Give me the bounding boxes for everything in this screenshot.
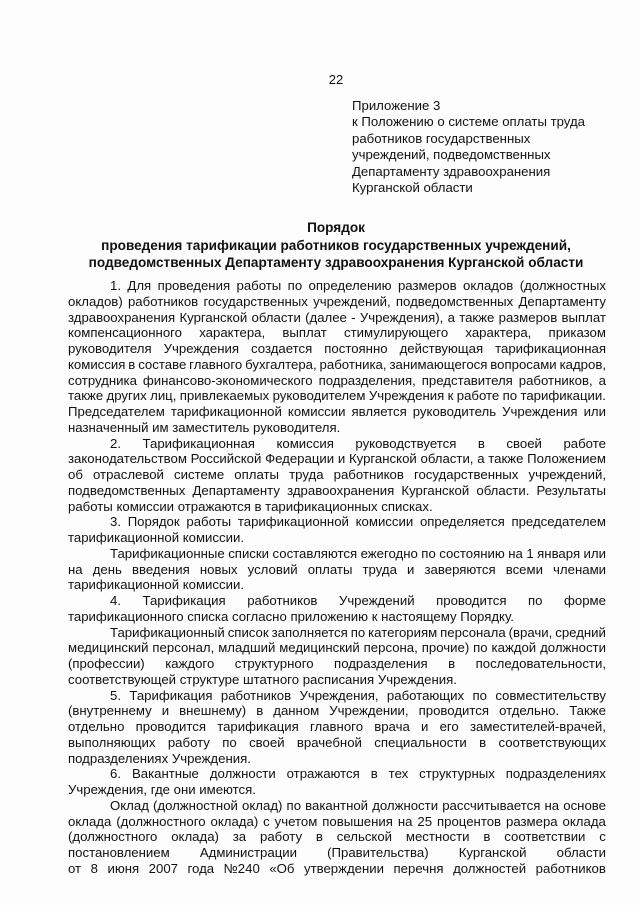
body-word: работника,	[319, 356, 387, 372]
body-line: Учреждения, где они имеются.	[68, 782, 256, 797]
page-number: 22	[328, 72, 344, 87]
body-word: а	[447, 309, 455, 325]
body-word: на	[508, 545, 523, 561]
title-line: Порядок	[307, 220, 365, 235]
body-word: работающих	[386, 687, 465, 703]
body-word: составляются	[272, 545, 358, 561]
body-word: его	[439, 719, 459, 734]
body-word: новых	[199, 561, 238, 577]
body-word: тарификации.	[520, 388, 606, 404]
body-word: каждого	[165, 656, 215, 671]
body-line: подразделениях Учреждения.	[68, 750, 251, 766]
body-line	[68, 688, 606, 704]
body-word: а	[477, 451, 485, 467]
body-line	[68, 656, 606, 672]
body-word: области,	[420, 451, 474, 467]
body-word: каждой	[491, 640, 537, 656]
body-word: медицинский	[68, 640, 149, 656]
body-word: также	[459, 309, 495, 325]
body-word: а	[598, 372, 606, 388]
body-word: оклад)	[242, 797, 283, 813]
body-word: работников	[220, 687, 292, 703]
body-word: по	[502, 388, 518, 404]
body-word: подразделениях	[505, 766, 606, 782]
body-word: сельской	[336, 829, 393, 845]
body-word: подразделения	[334, 656, 428, 671]
body-line	[68, 625, 606, 641]
body-word: Департаменту	[518, 293, 606, 309]
body-word: персонал,	[152, 640, 215, 656]
body-word: или	[583, 545, 606, 561]
body-word: Учреждения	[368, 388, 445, 404]
body-word: Результаты	[536, 482, 606, 498]
body-word: по	[528, 593, 543, 608]
body-word: персонала	[440, 624, 506, 640]
body-word: государственных	[203, 293, 308, 309]
body-word: Вакантные	[131, 766, 199, 782]
body-word: работников	[333, 467, 404, 482]
body-word: внешнему)	[179, 703, 247, 719]
body-word: на	[397, 813, 413, 829]
document-body	[68, 278, 606, 877]
body-line	[68, 814, 606, 830]
body-word: является	[351, 404, 407, 419]
body-word: 3.	[110, 514, 121, 530]
title-line: проведения тарификации работников государственных учреждений,	[101, 237, 571, 253]
body-word: руководитель	[412, 404, 497, 419]
body-line: тарификационной комиссии.	[68, 530, 244, 545]
body-word: сотрудника	[68, 372, 137, 388]
body-word: списки	[228, 545, 270, 561]
body-word: вакантной	[305, 797, 369, 813]
body-word: характера,	[199, 325, 266, 341]
body-word: заполняется	[271, 624, 348, 640]
body-word: в	[370, 766, 378, 782]
body-word: Учреждения	[163, 341, 240, 356]
body-word: и	[421, 719, 429, 734]
body-word: Учреждений	[338, 593, 415, 608]
body-word: Курганской	[458, 845, 527, 860]
title-line: подведомственных Департаменту здравоохранения Курганской области	[88, 255, 584, 271]
body-word: выполняющих	[68, 734, 156, 750]
body-word: по	[421, 545, 436, 561]
body-word: проведения	[157, 278, 231, 293]
appendix-line: к Положению о системе оплаты труда	[352, 114, 585, 130]
body-word: за	[232, 829, 247, 845]
body-word: последовательности,	[475, 656, 606, 671]
body-word: Положением	[527, 451, 606, 467]
body-word: стимулирующего	[344, 325, 449, 341]
body-word: тарификация	[217, 719, 299, 734]
body-word: работе	[456, 388, 500, 404]
body-word: Федерации	[265, 451, 335, 467]
body-word: 1.	[110, 278, 121, 293]
body-word: составе	[138, 356, 187, 372]
body-line	[68, 388, 606, 404]
body-word: по	[286, 797, 302, 813]
body-line	[68, 735, 606, 751]
body-word: Также	[569, 703, 606, 719]
body-word: на	[68, 561, 83, 577]
body-word: (должностных	[519, 278, 606, 293]
body-word: работы	[236, 278, 282, 293]
body-word: Администрации	[199, 845, 297, 860]
body-word: отдельно	[68, 719, 125, 734]
body-word: к	[447, 388, 454, 404]
body-word: Учреждения	[502, 404, 578, 419]
body-word: с	[599, 829, 606, 845]
body-word: тарификационной	[170, 404, 282, 419]
body-word: об	[68, 467, 83, 482]
body-word: список	[227, 624, 269, 640]
body-word: Курганской	[348, 451, 417, 467]
body-word: Курганской	[401, 482, 470, 498]
body-word: (Правительства)	[327, 845, 429, 860]
body-word: проводится	[135, 719, 207, 734]
body-word: Для	[127, 278, 152, 293]
body-word: определению	[308, 278, 392, 293]
body-word: проводится	[418, 703, 490, 719]
body-word: руководителем	[272, 388, 366, 404]
body-word: Российской	[190, 451, 262, 467]
body-word: структурных	[419, 766, 495, 782]
body-line	[68, 357, 606, 373]
body-word: работников	[247, 593, 318, 608]
body-line	[68, 467, 606, 483]
body-word: в	[477, 435, 485, 451]
appendix-line: Департаменту здравоохранения	[352, 163, 551, 179]
body-line	[68, 341, 606, 357]
body-word: средний	[555, 624, 606, 640]
body-word: врача	[374, 719, 410, 734]
body-word: проводится	[436, 593, 507, 608]
body-word: структурного	[234, 656, 314, 671]
body-word: бухгалтера,	[245, 356, 317, 372]
body-word: по	[350, 624, 366, 640]
body-word: и	[407, 561, 415, 577]
body-line	[68, 325, 606, 341]
body-word: комиссия	[68, 356, 126, 372]
body-word: в	[479, 734, 487, 750]
body-line	[68, 703, 606, 719]
body-word: (далее	[305, 309, 347, 325]
body-word: и	[161, 703, 170, 719]
body-word: учетом	[274, 813, 318, 829]
body-word: в	[448, 656, 456, 671]
body-word: размера	[505, 813, 558, 829]
body-word: работы	[186, 514, 232, 530]
body-word: должности	[540, 640, 606, 656]
body-word: постановлением	[68, 845, 170, 860]
body-word: тарификационная	[495, 341, 606, 356]
body-word: 6.	[110, 766, 121, 782]
body-word: приказом	[548, 325, 606, 341]
body-word: Порядок	[127, 514, 180, 530]
body-word: учреждений,	[528, 467, 606, 482]
body-word: года	[187, 860, 215, 876]
body-word: (внутреннему	[68, 703, 152, 719]
body-word: главного	[189, 356, 243, 372]
body-word: подведомственных	[395, 293, 514, 309]
body-word: местности	[405, 829, 470, 845]
body-word: здравоохранения	[287, 482, 395, 498]
body-word: работу	[260, 829, 303, 845]
body-word: специальности	[374, 734, 467, 750]
body-word: оплаты	[307, 561, 353, 577]
document-title	[60, 219, 612, 272]
body-word: главного	[310, 719, 364, 734]
body-word: представителя	[421, 372, 513, 388]
body-word: занимающегося	[389, 356, 488, 372]
body-word: выплат	[561, 309, 606, 325]
body-word: постоянно	[324, 341, 388, 356]
body-word: Департаменту	[192, 482, 280, 498]
body-word: «Об	[269, 860, 295, 876]
body-word: комиссии	[355, 514, 414, 530]
body-word: других	[106, 388, 147, 404]
body-word: выплат	[282, 325, 327, 341]
appendix-line: Курганской области	[352, 180, 473, 196]
body-line	[68, 483, 606, 499]
body-word: всеми	[505, 561, 543, 577]
body-word: Тарификационный	[110, 624, 225, 640]
body-word: по	[222, 734, 237, 750]
body-line	[68, 766, 606, 782]
body-word: работников	[535, 860, 606, 876]
body-word: 5.	[110, 687, 121, 703]
body-word: также	[68, 388, 104, 404]
body-line	[68, 593, 606, 609]
body-word: или	[583, 404, 606, 419]
body-line	[68, 562, 606, 578]
body-word: комиссия	[276, 435, 334, 451]
body-line	[68, 861, 606, 877]
body-word: оклада	[562, 813, 606, 829]
body-word: Тарификация	[129, 687, 213, 703]
body-word: оклада)	[210, 813, 259, 829]
body-word: 25	[417, 813, 433, 829]
body-word: в	[256, 703, 264, 719]
body-word: прочие)	[421, 640, 470, 656]
body-word: оклада	[68, 813, 112, 829]
body-word: по	[473, 640, 488, 656]
body-word: должностей	[453, 860, 527, 876]
body-word: повышения	[322, 813, 393, 829]
body-word: от	[68, 860, 82, 876]
body-word: Учреждении,	[329, 703, 409, 719]
body-word: Председателем	[68, 404, 165, 419]
body-word: ежегодно	[360, 545, 418, 561]
body-word: вопросами	[490, 356, 557, 372]
body-word: утверждении	[303, 860, 385, 876]
body-word: по	[287, 278, 303, 293]
body-word: подведомственных	[68, 482, 186, 498]
body-word: области	[556, 845, 606, 860]
body-word: создается	[251, 341, 313, 356]
body-word: по	[472, 687, 487, 703]
body-word: младший	[218, 640, 276, 656]
body-word: (должностной	[153, 797, 238, 813]
body-line	[68, 373, 606, 389]
body-word: 4.	[110, 593, 121, 608]
body-word: отражаются	[286, 766, 360, 782]
body-word: компенсационного	[68, 325, 183, 341]
body-word: состоянию	[439, 545, 505, 561]
body-line	[68, 640, 606, 656]
body-word: должности	[372, 797, 439, 813]
body-word: кадров,	[559, 356, 606, 372]
body-word: тарификационной	[237, 514, 349, 530]
body-word: характера,	[465, 325, 532, 341]
body-word: (профессии)	[68, 656, 145, 671]
body-word: действующая	[399, 341, 484, 356]
body-word: данном	[273, 703, 320, 719]
body-line	[68, 546, 606, 562]
body-word: в	[483, 829, 491, 845]
body-word: Тарификационные	[110, 545, 225, 561]
body-word: 1	[526, 545, 534, 561]
body-word: Тарификационная	[142, 435, 255, 451]
body-word: на	[544, 797, 560, 813]
body-word: области.	[476, 482, 530, 498]
body-word: отдельно.	[499, 703, 560, 719]
body-word: работу	[167, 734, 210, 750]
appendix-line: учреждений, подведомственных	[352, 147, 551, 163]
body-word: 8	[90, 860, 98, 876]
body-word: работников,	[518, 372, 593, 388]
body-word: и	[337, 451, 346, 467]
body-line	[68, 294, 606, 310]
body-line: тарификационного списка согласно приложению к настоящему Порядку.	[68, 608, 514, 624]
body-word: размеров	[498, 309, 558, 325]
body-word: законодательством	[68, 451, 187, 467]
body-line	[68, 278, 606, 294]
appendix-line: работников государственных	[352, 130, 531, 146]
body-word: оплаты	[234, 467, 280, 482]
body-word: основе	[563, 797, 606, 813]
body-word: персона,	[363, 640, 418, 656]
body-word: членами	[553, 561, 606, 577]
body-word: соответствии	[504, 829, 586, 845]
body-word: привлекаемых	[179, 388, 270, 404]
body-word: в	[128, 356, 136, 372]
body-word: отраслевой	[92, 467, 164, 482]
body-word: в	[315, 829, 323, 845]
body-word: заверяются	[424, 561, 496, 577]
body-line: соответствующей структуре штатного расписания Учреждения.	[68, 671, 457, 687]
body-word: Курганской	[179, 309, 248, 325]
body-word: учреждений,	[313, 293, 391, 309]
body-word: оклада)	[171, 829, 219, 845]
body-word: Оклад	[110, 797, 149, 813]
body-line	[68, 436, 606, 452]
body-word: труда	[289, 467, 324, 482]
body-word: также	[488, 451, 524, 467]
body-word: введения	[132, 561, 190, 577]
body-line	[68, 845, 606, 861]
body-word: форме	[564, 593, 606, 608]
body-word: государственных	[413, 467, 519, 482]
body-word: окладов	[463, 278, 514, 293]
body-word: условий	[247, 561, 298, 577]
body-word: соответствующих	[498, 734, 606, 750]
body-word: лиц,	[150, 388, 177, 404]
body-word: заместителей-врачей,	[469, 719, 606, 734]
body-line: назначенный им заместитель руководителя.	[68, 419, 341, 435]
body-word: размеров	[397, 278, 457, 293]
body-word: №240	[223, 860, 260, 876]
body-word: Учреждения),	[359, 309, 444, 325]
body-word: руководителя	[68, 341, 152, 356]
body-word: руководствуется	[355, 435, 457, 451]
body-word: с	[263, 813, 270, 829]
body-word: (врачи,	[508, 624, 553, 640]
body-word: здравоохранения	[68, 309, 176, 325]
body-line	[68, 798, 606, 814]
body-word: своей	[506, 435, 542, 451]
body-line	[68, 829, 606, 845]
body-word: системе	[174, 467, 225, 482]
body-word: июня	[107, 860, 140, 876]
body-word: комиссии	[287, 404, 346, 419]
body-word: определяется	[419, 514, 505, 530]
body-word: Тарификация	[142, 593, 226, 608]
body-word: области	[251, 309, 301, 325]
body-word: (должностного	[68, 829, 158, 845]
body-word: финансово-экономического	[142, 372, 313, 388]
appendix-line: Приложение 3	[352, 98, 441, 113]
body-line	[68, 514, 606, 530]
body-line	[68, 310, 606, 326]
body-word: работников	[127, 293, 199, 309]
body-word: врачебной	[296, 734, 362, 750]
body-word: совместительству	[495, 687, 606, 703]
appendix-note	[352, 98, 602, 196]
body-word: тех	[388, 766, 409, 782]
body-word: перечня	[393, 860, 444, 876]
body-word: 2007	[148, 860, 179, 876]
body-word: Учреждения,	[299, 687, 379, 703]
body-word: подразделения,	[318, 372, 416, 388]
body-word: (должностного	[116, 813, 206, 829]
body-word: процентов	[436, 813, 502, 829]
body-word: окладов)	[68, 293, 123, 309]
body-line: работы комиссии отражаются в тарификационных списках.	[68, 498, 433, 514]
body-word: 2.	[110, 435, 121, 451]
body-word: рассчитывается	[442, 797, 541, 813]
body-line: тарификационной комиссии.	[68, 577, 244, 593]
body-word: день	[92, 561, 122, 577]
body-line	[68, 451, 606, 467]
body-word: должности	[209, 766, 276, 782]
body-word: своей	[249, 734, 285, 750]
body-word: труда	[362, 561, 397, 577]
body-word: января	[537, 545, 581, 561]
body-word: работе	[563, 435, 606, 451]
body-word: председателем	[511, 514, 606, 530]
body-line	[68, 404, 606, 420]
body-word: -	[351, 309, 356, 325]
body-word: категориям	[368, 624, 438, 640]
body-word: медицинский	[279, 640, 360, 656]
body-line	[68, 719, 606, 735]
